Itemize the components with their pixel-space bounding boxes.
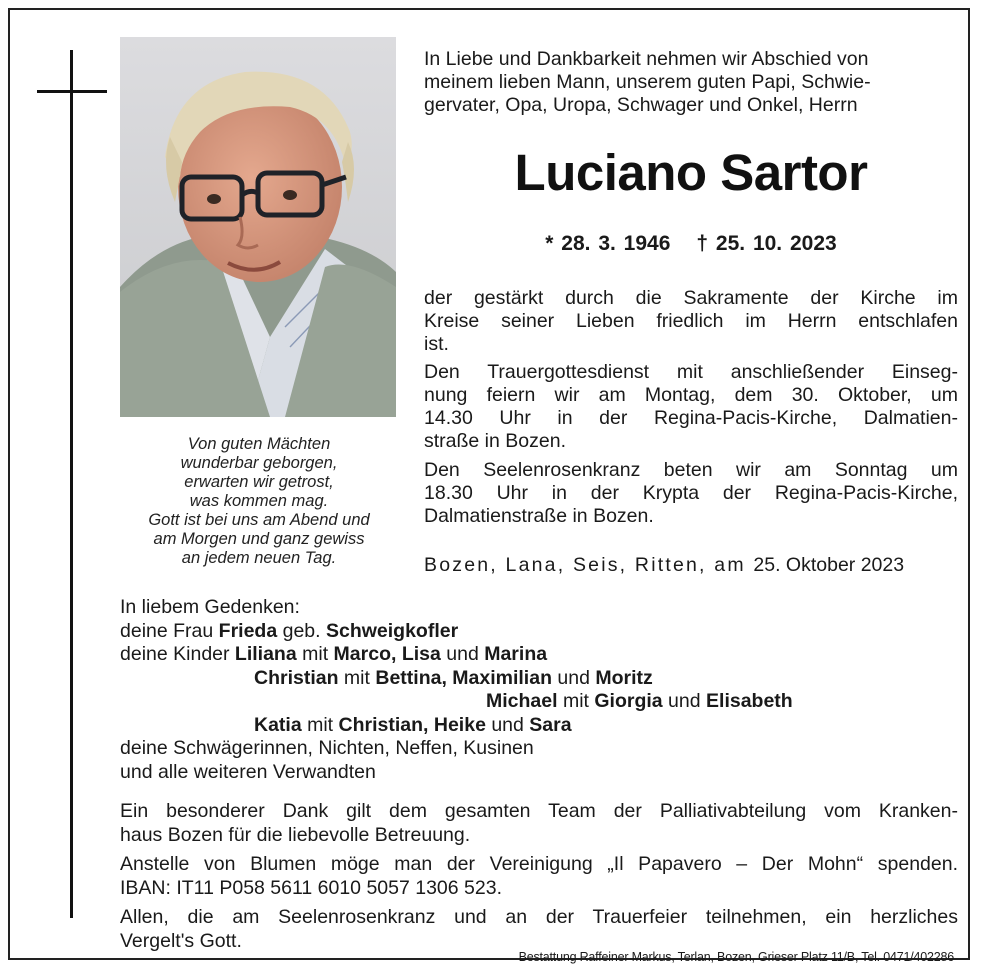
notice-date: 25. Oktober 2023 xyxy=(753,554,905,576)
place-and-date xyxy=(424,554,958,577)
family-list xyxy=(120,596,960,784)
grandchild-name: Sara xyxy=(529,713,572,736)
label: mit xyxy=(296,643,334,665)
partner-names: Marco, Lisa xyxy=(333,643,441,665)
family-row-grandchild xyxy=(120,690,960,714)
intro-line: meinem lieben Mann, unserem guten Papi, Schwie- xyxy=(424,71,871,93)
intro-line: In Liebe und Dankbarkeit nehmen wir Abschied von xyxy=(424,48,869,70)
poem-line: wunderbar geborgen, xyxy=(180,454,338,472)
poem-line: erwarten wir getrost, xyxy=(184,473,334,491)
label: mit xyxy=(338,666,376,689)
grandchild-name: Moritz xyxy=(595,666,653,689)
text-line: Dalmatienstraße in Bozen. xyxy=(424,505,654,527)
wife-name: Frieda xyxy=(218,619,278,642)
label: mit xyxy=(557,690,595,712)
label: geb. xyxy=(277,619,326,642)
obituary-notice xyxy=(8,8,970,964)
family-row-child xyxy=(120,643,960,667)
paragraph-rosary xyxy=(424,459,958,528)
grandchild-name: Marina xyxy=(484,643,548,665)
label: und xyxy=(485,713,530,736)
partner-names: Giorgia xyxy=(594,690,663,712)
paragraph-passing xyxy=(424,287,958,356)
label: deine Frau xyxy=(120,619,219,642)
funeral-home-footer: Bestattung Raffeiner Markus, Terlan, Bozen, Grieser Platz 11/B, Tel. 0471/402286 xyxy=(518,950,954,964)
text-line: 18.30 Uhr in der Krypta der Regina-Pacis-Kirche, xyxy=(424,482,958,504)
maiden-name: Schweigkofler xyxy=(325,619,459,642)
label: und xyxy=(551,666,596,689)
cross-icon-bar xyxy=(37,90,107,93)
text-line: Vergelt's Gott. xyxy=(120,929,242,952)
text-line: nung feiern wir am Montag, dem 30. Oktober, um xyxy=(424,384,958,406)
text-line: ist. xyxy=(424,333,449,355)
child-name: Liliana xyxy=(234,643,297,665)
text-line: Kreise seiner Lieben friedlich im Herrn entschlafen xyxy=(424,310,958,332)
place-towns: Bozen, Lana, Seis, Ritten, am xyxy=(424,554,746,576)
text-line: 14.30 Uhr in der Regina-Pacis-Kirche, Dalmatien- xyxy=(424,407,958,429)
poem-line: am Morgen und ganz gewiss xyxy=(153,530,365,548)
family-row-child xyxy=(120,714,960,738)
text-line: haus Bozen für die liebevolle Betreuung. xyxy=(120,823,471,846)
text-line: Ein besonderer Dank gilt dem gesamten Team der Palliativabteilung vom Kranken- xyxy=(120,800,958,822)
thanks-section xyxy=(120,800,958,953)
text-line: Den Seelenrosenkranz beten wir am Sonntag um xyxy=(424,459,958,481)
paragraph-funeral-service xyxy=(424,361,958,453)
family-row-wife xyxy=(120,620,960,644)
poem-line: Gott ist bei uns am Abend und xyxy=(148,511,370,529)
text-line: Den Trauergottesdienst mit anschließender Einseg- xyxy=(424,361,958,383)
text-line: Anstelle von Blumen möge man der Vereinigung „Il Papavero – Der Mohn“ spenden. xyxy=(120,853,958,875)
child-name: Katia xyxy=(254,713,302,736)
label: und xyxy=(662,690,707,712)
grandchild-name: Michael xyxy=(486,690,558,712)
death-date: † 25. 10. 2023 xyxy=(696,232,837,255)
partner-names: Christian, Heike xyxy=(338,713,486,736)
family-heading: In liebem Gedenken: xyxy=(120,596,300,618)
birth-date: * 28. 3. 1946 xyxy=(545,232,671,255)
family-row-child xyxy=(120,667,960,691)
iban-line: IBAN: IT11 P058 5611 6010 5057 1306 523. xyxy=(120,876,502,899)
label: mit xyxy=(301,713,339,736)
label: deine Kinder xyxy=(120,643,235,665)
child-name: Christian xyxy=(254,666,339,689)
life-dates xyxy=(424,232,958,256)
family-row-relatives: und alle weiteren Verwandten xyxy=(120,760,376,783)
family-row-others: deine Schwägerinnen, Nichten, Neffen, Kusinen xyxy=(120,737,534,759)
portrait-illustration xyxy=(120,37,396,417)
poem-line: Von guten Mächten xyxy=(187,435,331,453)
portrait-photo xyxy=(120,37,396,417)
cross-icon xyxy=(70,50,73,918)
poem-line: was kommen mag. xyxy=(189,492,329,510)
text-line: straße in Bozen. xyxy=(424,430,566,452)
poem-quote xyxy=(120,435,398,568)
label: und xyxy=(440,643,485,665)
text-line: der gestärkt durch die Sakramente der Kirche im xyxy=(424,287,958,309)
partner-names: Bettina, Maximilian xyxy=(375,666,552,689)
deceased-name: Luciano Sartor xyxy=(514,144,868,201)
greatgrandchild-name: Elisabeth xyxy=(706,690,793,712)
intro-line: gervater, Opa, Uropa, Schwager und Onkel, Herrn xyxy=(424,94,858,116)
text-line: Allen, die am Seelenrosenkranz und an der Trauerfeier teilnehmen, ein herzliches xyxy=(120,906,958,928)
poem-line: an jedem neuen Tag. xyxy=(181,549,337,567)
intro-text xyxy=(424,48,958,117)
